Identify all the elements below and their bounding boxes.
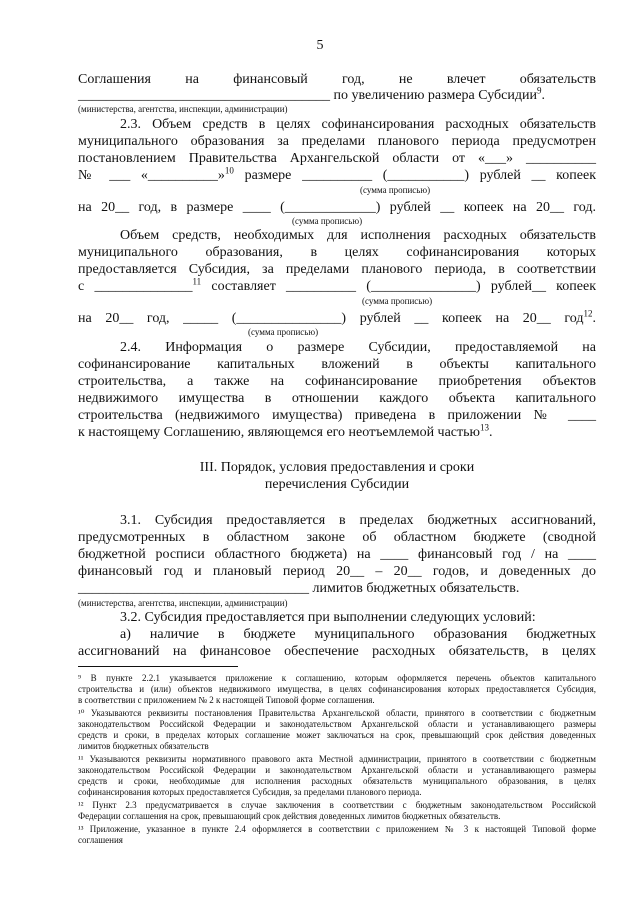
line-text: недвижимого имущества в отношении каждого объекта капитального (78, 391, 596, 406)
line-text: на 20__ год, _____ (_______________) рублей __ копеек на 20__ год (78, 311, 584, 326)
body-line (120, 627, 596, 643)
body-line (78, 477, 596, 493)
body-line (78, 422, 596, 441)
footnote-line: соглашения (78, 835, 123, 845)
line-text: с ______________ (78, 279, 193, 294)
footnote-ref: 12 (583, 308, 593, 319)
footnote-line: Федерации соглашения на срок, превышающий срок действия доведенных лимитов бюджетных обязательств. (78, 811, 501, 821)
footnote-ref: 13 (480, 422, 489, 433)
line-text: на 20__ год, в размере ____ (_____________) рублей __ копеек на 20__ год. (78, 200, 596, 215)
body-line (78, 308, 596, 327)
body-line (120, 117, 596, 133)
body-line (78, 165, 596, 184)
line-text: перечисления Субсидии (264, 477, 410, 492)
line-text: постановлением Правительства Архангельской области от «___» __________ (78, 151, 596, 166)
line-text: Соглашения на финансовый год, не влечет обязательств (78, 72, 596, 87)
footnote-line: законодательством Российской Федерации и законодательством Архангельской области и устанавливающего размеры (78, 719, 596, 729)
line-tail: . (541, 88, 545, 103)
footnote-line: строительства и (или) объектов недвижимого имущества, в целях софинансирования которых предоставляется Субсидия, (78, 684, 596, 694)
line-text: III. Порядок, условия предоставления и сроки (199, 460, 475, 475)
line-text: предусмотренных в областном законе об областном бюджете (сводной (78, 530, 596, 545)
footnote-ref: 9 (537, 85, 542, 96)
line-text: 3.1. Субсидия предоставляется в пределах бюджетных ассигнований, (120, 513, 596, 528)
field-caption: (сумма прописью) (248, 327, 319, 337)
line-text: строительства (недвижимого имущества) приведена в приложении № ____ (78, 408, 596, 423)
body-line (78, 72, 596, 88)
line-text: бюджетной росписи областного бюджета) на ____ финансовый год / на ____ (78, 547, 596, 562)
footnote-line: средств и сроки, в пределах которых соглашение может заключаться на срок, превышающий срок действия доведенных (78, 730, 596, 740)
body-line (78, 200, 596, 216)
field-caption: (сумма прописью) (360, 185, 431, 195)
line-text: № ___ «__________» (78, 168, 225, 183)
footnote-line: ¹¹ Указываются реквизиты нормативного правового акта Местной администрации, принятого в соответствии с бюджетным (78, 754, 596, 764)
footnote-line: лимитов бюджетных обязательств (78, 741, 209, 751)
body-line (78, 134, 596, 150)
body-line (78, 357, 596, 373)
body-line (78, 151, 596, 167)
line-text: 2.4. Информация о размере Субсидии, предоставляемой на (120, 340, 596, 355)
line-text: 3.2. Субсидия предоставляется при выполнении следующих условий: (120, 610, 536, 625)
body-line (78, 581, 596, 597)
line-text: ассигнований на финансовое обеспечение расходных обязательств, в целях (78, 644, 596, 659)
body-line (78, 374, 596, 390)
body-line (78, 85, 596, 104)
line-text: 2.3. Объем средств в целях софинансирования расходных обязательств (120, 117, 596, 132)
body-line (78, 276, 596, 295)
body-line (78, 391, 596, 407)
line-text: муниципального образования за пределами планового периода предусмотрен (78, 134, 596, 149)
body-line (78, 530, 596, 546)
body-line (120, 610, 596, 626)
footnote-line: ¹³ Приложение, указанное в пункте 2.4 оформляется в соответствии с приложением № 3 к настоящей Типовой форме (78, 824, 596, 834)
body-line (78, 460, 596, 476)
body-line (78, 564, 596, 580)
body-line (120, 340, 596, 356)
line-text: предоставляется Субсидия, за пределами планового периода, в соответствии (78, 262, 596, 277)
footnote-line: ⁹ В пункте 2.2.1 указывается приложение к соглашению, которым оформляется перечень объектов капитального (78, 673, 596, 683)
body-line (78, 408, 596, 424)
line-tail: размере __________ (___________) рублей __ копеек (233, 168, 596, 183)
footnote-ref: 10 (224, 165, 234, 176)
field-caption: (сумма прописью) (362, 296, 433, 306)
line-tail: . (489, 425, 493, 440)
body-line (78, 262, 596, 278)
footnote-line: софинансирования которых предоставляется Субсидия, за пределами планового периода. (78, 787, 422, 797)
line-text: к настоящему Соглашению, являющемся его неотъемлемой частью (78, 425, 480, 440)
page-number: 5 (316, 38, 324, 53)
field-caption: (министерства, агентства, инспекции, администрации) (78, 598, 288, 608)
body-line (120, 228, 596, 244)
line-tail: . (592, 311, 596, 326)
line-text: строительства, а также на софинансирование приобретения объектов (78, 374, 596, 389)
body-line (78, 644, 596, 660)
footnote-line: ¹² Пункт 2.3 предусматривается в случае заключения в соответствии с бюджетным законодательством Российской (78, 800, 596, 810)
line-text: а) наличие в бюджете муниципального образования бюджетных (120, 627, 596, 642)
field-caption: (сумма прописью) (292, 216, 363, 226)
footnote-line: в соответствии с приложением № 2 к настоящей Типовой форме соглашения. (78, 695, 375, 705)
line-tail: составляет __________ (_______________) рублей__ копеек (201, 279, 596, 294)
footnote-line: законодательством Российской Федерации и законодательством Архангельской области и устанавливающего размеры (78, 765, 596, 775)
footnote-ref: 11 (192, 276, 202, 287)
line-text: финансовый год и плановый период 20__ – 20__ годов, и доведенных до (78, 564, 596, 579)
body-line (78, 245, 596, 261)
line-text: Объем средств, необходимых для исполнения расходных обязательств (120, 228, 596, 243)
line-text: софинансирование капитальных вложений в объекты капитального (78, 357, 596, 372)
line-text: ____________________________________ по увеличению размера Субсидии (78, 88, 537, 103)
footnote-line: ¹⁰ Указываются реквизиты постановления Правительства Архангельской области, принятого в соответствии с бюджетным (78, 708, 596, 718)
footnote-rule (78, 666, 238, 667)
line-text: муниципального образования, в целях софинансирования которых (78, 245, 596, 260)
field-caption: (министерства, агентства, инспекции, администрации) (78, 104, 288, 114)
body-line (78, 547, 596, 563)
body-line (120, 513, 596, 529)
footnote-line: средств и сроки, необходимые для исполнения расходных обязательств муниципального образования, в целях (78, 776, 596, 786)
line-text: _________________________________ лимитов бюджетных обязательств. (78, 581, 520, 596)
